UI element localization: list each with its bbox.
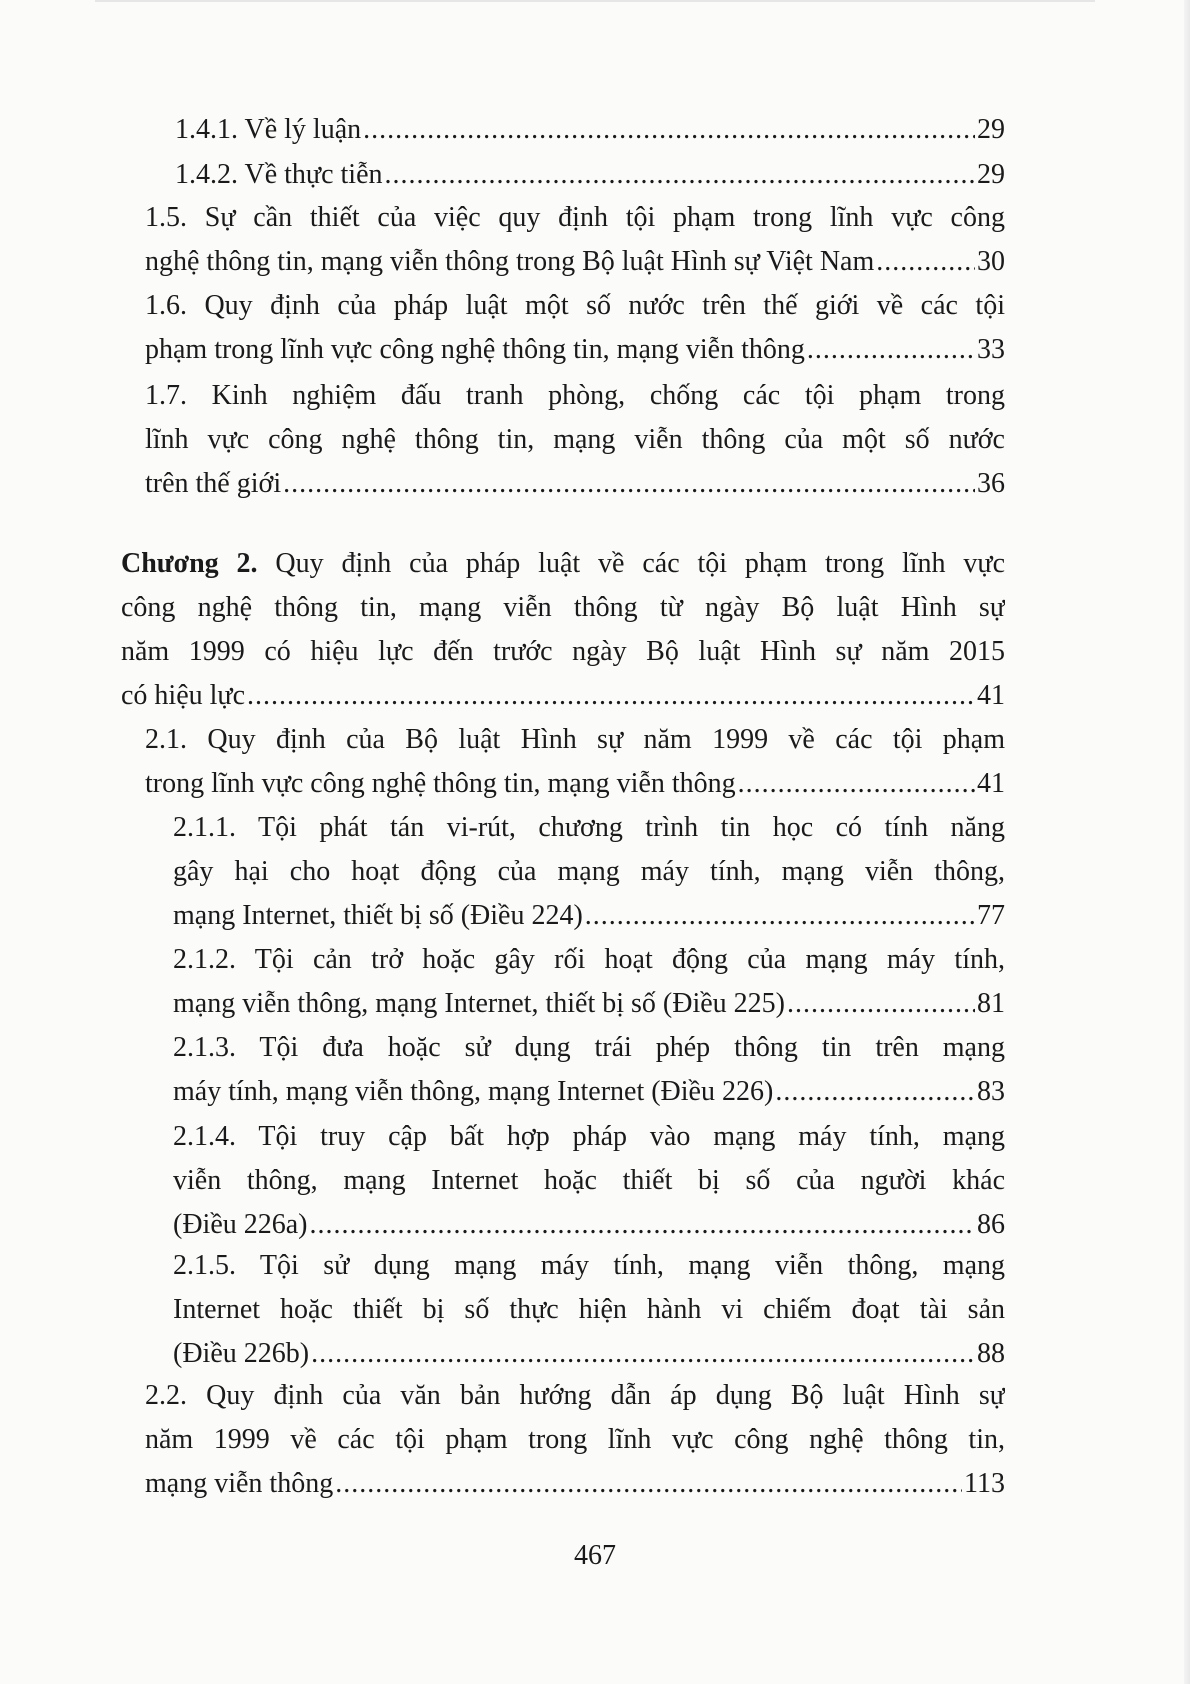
toc-entry-2-1[interactable] — [145, 718, 1005, 806]
toc-page-number: 29 — [977, 114, 1005, 145]
toc-entry-title: trong lĩnh vực công nghệ thông tin, mạng viễn thông — [145, 768, 736, 799]
toc-page-number: 83 — [977, 1076, 1005, 1107]
toc-entry-title: nghệ thông tin, mạng viễn thông trong Bộ luật Hình sự Việt Nam — [145, 246, 875, 277]
toc-line: lĩnh vực công nghệ thông tin, mạng viễn thông của một số nước — [145, 424, 1005, 455]
toc-page-number: 113 — [964, 1468, 1005, 1499]
toc-entry-2-2[interactable] — [145, 1374, 1005, 1506]
toc-entry-chapter-2[interactable] — [121, 542, 1005, 718]
toc-entry-title: mạng viễn thông, mạng Internet, thiết bị số (Điều 225) — [173, 988, 785, 1019]
toc-entry-2-1-1[interactable] — [173, 806, 1005, 938]
toc-page-number: 88 — [977, 1338, 1005, 1369]
toc-page-number: 33 — [977, 334, 1005, 365]
toc-line — [173, 1203, 1005, 1247]
toc-leader-dots — [247, 674, 975, 718]
page-top-edge — [95, 0, 1095, 2]
toc-page-number: 30 — [977, 246, 1005, 277]
toc-entry-title: phạm trong lĩnh vực công nghệ thông tin, mạng viễn thông — [145, 334, 805, 365]
toc-line: 1.5. Sự cần thiết của việc quy định tội phạm trong lĩnh vực công — [145, 202, 1005, 233]
toc-entry-1-4-2[interactable] — [175, 153, 1005, 197]
toc-leader-dots — [807, 328, 975, 372]
toc-entry-title: 1.4.2. Về thực tiễn — [175, 159, 383, 190]
toc-line: viễn thông, mạng Internet hoặc thiết bị số của người khác — [173, 1165, 1005, 1196]
toc-line — [145, 462, 1005, 506]
toc-line: 2.2. Quy định của văn bản hướng dẫn áp dụng Bộ luật Hình sự — [145, 1380, 1005, 1411]
chapter-title-part: Quy định của pháp luật về các tội phạm trong lĩnh vực — [257, 548, 1005, 579]
toc-page-number: 36 — [977, 468, 1005, 499]
toc-line — [175, 108, 1005, 152]
toc-line: công nghệ thông tin, mạng viễn thông từ ngày Bộ luật Hình sự — [121, 592, 1005, 623]
toc-entry-title: mạng viễn thông — [145, 1468, 334, 1499]
toc-leader-dots — [775, 1070, 975, 1114]
toc-page-number: 41 — [977, 768, 1005, 799]
toc-line: 1.7. Kinh nghiệm đấu tranh phòng, chống các tội phạm trong — [145, 380, 1005, 411]
toc-line: 2.1. Quy định của Bộ luật Hình sự năm 1999 về các tội phạm — [145, 724, 1005, 755]
page-number: 467 — [574, 1540, 616, 1571]
toc-leader-dots — [363, 108, 975, 152]
toc-entry-title: máy tính, mạng viễn thông, mạng Internet (Điều 226) — [173, 1076, 774, 1107]
toc-page-number: 77 — [977, 900, 1005, 931]
toc-entry-title: 1.4.1. Về lý luận — [175, 114, 362, 145]
toc-leader-dots — [876, 240, 975, 284]
toc-line: Internet hoặc thiết bị số thực hiện hành vi chiếm đoạt tài sản — [173, 1294, 1005, 1325]
toc-line: 1.6. Quy định của pháp luật một số nước trên thế giới về các tội — [145, 290, 1005, 321]
toc-entry-1-7[interactable] — [145, 374, 1005, 506]
toc-line: 2.1.2. Tội cản trở hoặc gây rối hoạt động của mạng máy tính, — [173, 944, 1005, 975]
toc-page-number: 29 — [977, 159, 1005, 190]
toc-leader-dots — [311, 1332, 975, 1376]
toc-line — [121, 542, 1005, 586]
toc-entry-2-1-2[interactable] — [173, 938, 1005, 1026]
toc-page-number: 41 — [977, 680, 1005, 711]
toc-leader-dots — [738, 762, 975, 806]
toc-line: năm 1999 về các tội phạm trong lĩnh vực công nghệ thông tin, — [145, 1424, 1005, 1455]
toc-entry-title: (Điều 226a) — [173, 1209, 308, 1240]
toc-leader-dots — [385, 153, 975, 197]
toc-leader-dots — [335, 1462, 962, 1506]
toc-line: năm 1999 có hiệu lực đến trước ngày Bộ luật Hình sự năm 2015 — [121, 636, 1005, 667]
toc-line: 2.1.3. Tội đưa hoặc sử dụng trái phép thông tin trên mạng — [173, 1032, 1005, 1063]
toc-line: 2.1.5. Tội sử dụng mạng máy tính, mạng viễn thông, mạng — [173, 1250, 1005, 1281]
toc-entry-2-1-3[interactable] — [173, 1026, 1005, 1114]
toc-line — [121, 674, 1005, 718]
page-right-edge — [1184, 0, 1190, 1684]
toc-entry-2-1-5[interactable] — [173, 1244, 1005, 1376]
toc-entry-2-1-4[interactable] — [173, 1115, 1005, 1247]
toc-line — [173, 1332, 1005, 1376]
chapter-label: Chương 2. — [121, 548, 258, 579]
toc-line — [145, 762, 1005, 806]
toc-entry-1-5[interactable] — [145, 196, 1005, 284]
toc-entry-title: trên thế giới — [145, 468, 282, 499]
toc-entry-1-6[interactable] — [145, 284, 1005, 372]
toc-page-number: 81 — [977, 988, 1005, 1019]
toc-line — [145, 240, 1005, 284]
toc-page-number: 86 — [977, 1209, 1005, 1240]
toc-entry-title: (Điều 226b) — [173, 1338, 310, 1369]
toc-entry-title: mạng Internet, thiết bị số (Điều 224) — [173, 900, 583, 931]
toc-line — [173, 1070, 1005, 1114]
toc-line: 2.1.4. Tội truy cập bất hợp pháp vào mạng máy tính, mạng — [173, 1121, 1005, 1152]
toc-entry-1-4-1[interactable] — [175, 108, 1005, 152]
toc-entry-title: có hiệu lực — [121, 680, 246, 711]
toc-leader-dots — [310, 1203, 975, 1247]
toc-line — [145, 328, 1005, 372]
toc-leader-dots — [283, 462, 975, 506]
toc-line: gây hại cho hoạt động của mạng máy tính, mạng viễn thông, — [173, 856, 1005, 887]
toc-line — [145, 1462, 1005, 1506]
toc-line: 2.1.1. Tội phát tán vi-rút, chương trình tin học có tính năng — [173, 812, 1005, 843]
toc-leader-dots — [585, 894, 975, 938]
toc-leader-dots — [787, 982, 975, 1026]
toc-line — [173, 982, 1005, 1026]
toc-line — [173, 894, 1005, 938]
toc-line — [175, 153, 1005, 197]
